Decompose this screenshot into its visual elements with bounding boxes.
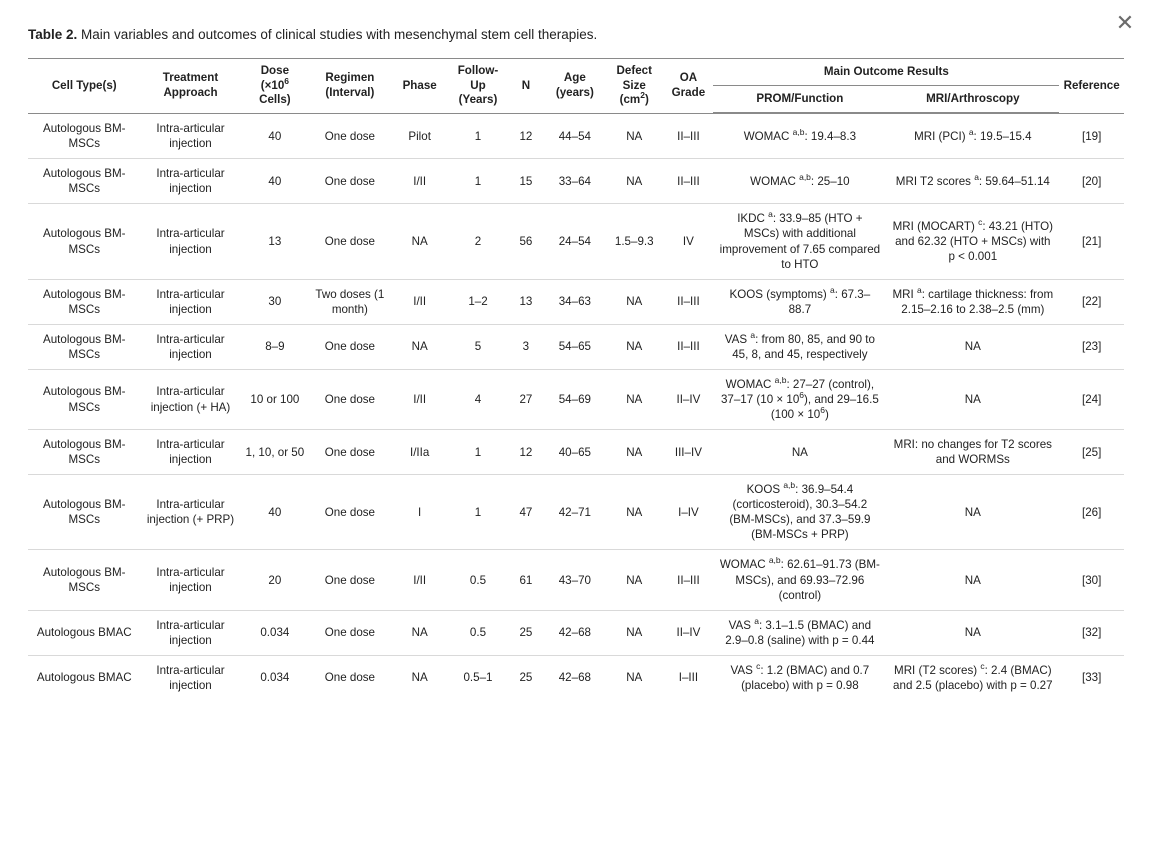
header-regimen-line2: (Interval) bbox=[325, 85, 375, 99]
cell-follow-up: 2 bbox=[449, 204, 507, 279]
cell-reference: [30] bbox=[1059, 550, 1124, 610]
cell-defect: NA bbox=[605, 610, 663, 655]
table-row bbox=[28, 324, 1124, 369]
header-dose-pre: (×10 bbox=[260, 78, 285, 92]
cell-approach: Intra-articular injection bbox=[141, 159, 241, 204]
header-row-1 bbox=[28, 59, 1124, 86]
header-oa-line1: OA bbox=[679, 71, 698, 85]
cell-reference: [19] bbox=[1059, 114, 1124, 159]
header-oa-grade bbox=[663, 59, 713, 113]
cell-n: 25 bbox=[507, 610, 545, 655]
cell-mri: NA bbox=[886, 475, 1059, 550]
table-row bbox=[28, 475, 1124, 550]
cell-mri: NA bbox=[886, 369, 1059, 429]
cell-follow-up: 1 bbox=[449, 430, 507, 475]
cell-type: Autologous BM-MSCs bbox=[28, 369, 141, 429]
header-follow-up-line2: Up bbox=[470, 78, 486, 92]
cell-phase: I/II bbox=[391, 279, 449, 324]
table-body bbox=[28, 114, 1124, 700]
cell-phase: NA bbox=[411, 671, 428, 685]
cell-oa: I–III bbox=[678, 671, 699, 685]
table-row bbox=[28, 279, 1124, 324]
header-dose-line2 bbox=[245, 75, 306, 108]
cell-age: 42–68 bbox=[558, 671, 591, 685]
cell-n: 12 bbox=[507, 114, 545, 159]
cell-n: 27 bbox=[507, 369, 545, 429]
cell-approach: Intra-articular injection bbox=[141, 430, 241, 475]
cell-dose: 10 or 100 bbox=[241, 369, 310, 429]
header-defect-line1: Defect bbox=[616, 64, 652, 78]
header-dose-post: Cells) bbox=[259, 93, 291, 107]
cell-phase: I/II bbox=[391, 550, 449, 610]
table-container bbox=[0, 44, 1152, 700]
table-row bbox=[28, 114, 1124, 159]
cell-n: 15 bbox=[507, 159, 545, 204]
cell-n: 61 bbox=[507, 550, 545, 610]
cell-defect: 1.5–9.3 bbox=[605, 204, 663, 279]
header-oa-line2: Grade bbox=[671, 85, 706, 99]
cell-approach: Intra-articular injection bbox=[141, 279, 241, 324]
cell-age: 42–71 bbox=[545, 475, 605, 550]
cell-prom: VAS $^c$: 1.2 (BMAC) and 0.7 (placebo) with p = 0.98 bbox=[730, 660, 870, 692]
header-follow-up-line1: Follow- bbox=[457, 64, 499, 78]
cell-approach: Intra-articular injection bbox=[141, 204, 241, 279]
cell-type: Autologous BMAC bbox=[28, 610, 141, 655]
cell-phase: I/IIa bbox=[391, 430, 449, 475]
cell-regimen: One dose bbox=[309, 324, 390, 369]
cell-defect: NA bbox=[605, 324, 663, 369]
cell-prom: WOMAC $^{a,b}$: 25–10 bbox=[713, 159, 886, 204]
cell-oa: I–IV bbox=[663, 475, 713, 550]
cell-approach: Intra-articular injection (+ HA) bbox=[141, 369, 241, 429]
cell-phase: NA bbox=[391, 204, 449, 279]
cell-phase: I/II bbox=[391, 369, 449, 429]
header-age-line2: (years) bbox=[555, 85, 594, 99]
cell-phase: NA bbox=[391, 324, 449, 369]
header-age-line1: Age bbox=[563, 71, 586, 85]
cell-dose: 13 bbox=[241, 204, 310, 279]
close-icon[interactable]: ✕ bbox=[1115, 10, 1135, 35]
cell-reference: [32] bbox=[1059, 610, 1124, 655]
table-row bbox=[28, 159, 1124, 204]
header-follow-up bbox=[449, 59, 507, 113]
cell-dose: 8–9 bbox=[241, 324, 310, 369]
cell-oa: IV bbox=[663, 204, 713, 279]
cell-age: 54–65 bbox=[545, 324, 605, 369]
cell-follow-up: 1 bbox=[449, 475, 507, 550]
cell-reference: [21] bbox=[1059, 204, 1124, 279]
cell-mri: MRI (PCI) $^a$: 19.5–15.4 bbox=[886, 114, 1059, 159]
cell-n: 47 bbox=[507, 475, 545, 550]
cell-reference: [23] bbox=[1059, 324, 1124, 369]
cell-reference: [33] bbox=[1081, 671, 1102, 685]
cell-prom: VAS $^a$: from 80, 85, and 90 to 45, 8, and 45, respectively bbox=[713, 324, 886, 369]
header-phase: Phase bbox=[391, 59, 449, 113]
cell-oa: II–III bbox=[663, 114, 713, 159]
header-dose bbox=[241, 59, 310, 113]
header-prom-function: PROM/Function bbox=[713, 86, 886, 113]
cell-reference: [22] bbox=[1059, 279, 1124, 324]
header-defect-size bbox=[605, 59, 663, 113]
cell-mri: NA bbox=[886, 550, 1059, 610]
table-row bbox=[28, 610, 1124, 655]
cell-dose: 20 bbox=[241, 550, 310, 610]
cell-prom: NA bbox=[713, 430, 886, 475]
header-defect-line3 bbox=[609, 90, 659, 107]
header-defect-sup: 2 bbox=[640, 90, 645, 101]
cell-type: Autologous BM-MSCs bbox=[28, 475, 141, 550]
cell-defect: NA bbox=[605, 159, 663, 204]
cell-approach: Intra-articular injection bbox=[141, 610, 241, 655]
cell-n: 12 bbox=[507, 430, 545, 475]
cell-follow-up: 5 bbox=[449, 324, 507, 369]
cell-follow-up: 1–2 bbox=[449, 279, 507, 324]
cell-defect: NA bbox=[605, 279, 663, 324]
table-caption-label: Table 2. bbox=[28, 27, 78, 42]
cell-regimen: Two doses (1 month) bbox=[309, 279, 390, 324]
cell-type: Autologous BM-MSCs bbox=[28, 114, 141, 159]
cell-dose: 0.034 bbox=[241, 610, 310, 655]
cell-follow-up: 0.5–1 bbox=[463, 671, 493, 685]
cell-regimen: One dose bbox=[309, 369, 390, 429]
cell-n: 25 bbox=[519, 671, 533, 685]
table-row bbox=[28, 550, 1124, 610]
cell-prom: WOMAC $^{a,b}$: 62.61–91.73 (BM-MSCs), and 69.93–72.96 (control) bbox=[713, 550, 886, 610]
table-row bbox=[28, 369, 1124, 429]
cell-reference: [24] bbox=[1059, 369, 1124, 429]
cell-phase: NA bbox=[391, 610, 449, 655]
cell-approach: Intra-articular injection bbox=[156, 663, 225, 692]
table-row bbox=[28, 655, 1124, 700]
cell-type: Autologous BMAC bbox=[36, 671, 132, 685]
cell-defect: NA bbox=[605, 114, 663, 159]
cell-prom: WOMAC $^{a,b}$: 19.4–8.3 bbox=[713, 114, 886, 159]
cell-age: 40–65 bbox=[545, 430, 605, 475]
cell-prom: IKDC $^a$: 33.9–85 (HTO + MSCs) with additional improvement of 7.65 compared to HTO bbox=[713, 204, 886, 279]
cell-type: Autologous BM-MSCs bbox=[28, 550, 141, 610]
cell-dose: 1, 10, or 50 bbox=[241, 430, 310, 475]
cell-dose: 40 bbox=[241, 114, 310, 159]
cell-defect: NA bbox=[605, 369, 663, 429]
cell-oa: II–III bbox=[663, 550, 713, 610]
cell-follow-up: 1 bbox=[449, 114, 507, 159]
cell-follow-up: 4 bbox=[449, 369, 507, 429]
cell-mri: NA bbox=[886, 610, 1059, 655]
cell-reference: [20] bbox=[1059, 159, 1124, 204]
cell-n: 56 bbox=[507, 204, 545, 279]
cell-reference: [26] bbox=[1059, 475, 1124, 550]
header-treatment-approach-line1: Treatment bbox=[162, 71, 219, 85]
header-treatment-approach-line2: Approach bbox=[163, 85, 218, 99]
header-mri-arthroscopy: MRI/Arthroscopy bbox=[886, 86, 1059, 113]
cell-n: 13 bbox=[507, 279, 545, 324]
header-defect-post: ) bbox=[644, 93, 649, 107]
table-header bbox=[28, 59, 1124, 114]
cell-defect: NA bbox=[605, 475, 663, 550]
header-reference: Reference bbox=[1059, 59, 1124, 113]
table-caption-text: Main variables and outcomes of clinical studies with mesenchymal stem cell therapies. bbox=[81, 27, 598, 42]
cell-oa: II–III bbox=[663, 324, 713, 369]
cell-regimen: One dose bbox=[309, 159, 390, 204]
header-n: N bbox=[507, 59, 545, 113]
header-cell-types: Cell Type(s) bbox=[28, 59, 141, 113]
header-main-outcome-results: Main Outcome Results bbox=[713, 59, 1059, 86]
cell-mri: MRI $^a$: cartilage thickness: from 2.15–2.16 to 2.38–2.5 (mm) bbox=[886, 279, 1059, 324]
cell-regimen: One dose bbox=[309, 475, 390, 550]
cell-defect: NA bbox=[626, 671, 643, 685]
header-defect-line2: Size bbox=[622, 78, 646, 92]
cell-type: Autologous BM-MSCs bbox=[28, 159, 141, 204]
cell-regimen: One dose bbox=[309, 610, 390, 655]
cell-defect: NA bbox=[605, 430, 663, 475]
cell-age: 54–69 bbox=[545, 369, 605, 429]
cell-type: Autologous BM-MSCs bbox=[28, 324, 141, 369]
cell-mri: NA bbox=[886, 324, 1059, 369]
cell-type: Autologous BM-MSCs bbox=[28, 430, 141, 475]
cell-age: 42–68 bbox=[545, 610, 605, 655]
cell-approach: Intra-articular injection (+ PRP) bbox=[141, 475, 241, 550]
cell-approach: Intra-articular injection bbox=[141, 114, 241, 159]
cell-regimen: One dose bbox=[309, 430, 390, 475]
cell-age: 44–54 bbox=[545, 114, 605, 159]
cell-dose: 40 bbox=[241, 475, 310, 550]
cell-mri: MRI T2 scores $^a$: 59.64–51.14 bbox=[886, 159, 1059, 204]
cell-dose: 30 bbox=[241, 279, 310, 324]
cell-regimen: One dose bbox=[309, 550, 390, 610]
header-dose-line1: Dose bbox=[260, 64, 290, 78]
cell-n: 3 bbox=[507, 324, 545, 369]
cell-approach: Intra-articular injection bbox=[141, 550, 241, 610]
cell-regimen: One dose bbox=[309, 114, 390, 159]
cell-mri: MRI: no changes for T2 scores and WORMSs bbox=[886, 430, 1059, 475]
cell-type: Autologous BM-MSCs bbox=[28, 279, 141, 324]
table-caption bbox=[0, 0, 1152, 44]
cell-mri: MRI (T2 scores) $^c$: 2.4 (BMAC) and 2.5 (placebo) with p = 0.27 bbox=[893, 660, 1053, 692]
cell-follow-up: 0.5 bbox=[449, 610, 507, 655]
cell-oa: III–IV bbox=[663, 430, 713, 475]
cell-prom: VAS $^a$: 3.1–1.5 (BMAC) and 2.9–0.8 (saline) with p = 0.44 bbox=[713, 610, 886, 655]
header-treatment-approach bbox=[141, 59, 241, 113]
clinical-studies-table bbox=[28, 58, 1124, 700]
cell-age: 43–70 bbox=[545, 550, 605, 610]
header-regimen bbox=[309, 59, 390, 113]
header-dose-sup: 6 bbox=[284, 75, 289, 86]
cell-phase: I/II bbox=[391, 159, 449, 204]
header-regimen-line1: Regimen bbox=[325, 71, 375, 85]
cell-reference: [25] bbox=[1059, 430, 1124, 475]
cell-oa: II–IV bbox=[663, 610, 713, 655]
cell-phase: I bbox=[391, 475, 449, 550]
header-age bbox=[545, 59, 605, 113]
cell-oa: II–III bbox=[663, 159, 713, 204]
cell-oa: II–IV bbox=[663, 369, 713, 429]
cell-regimen: One dose bbox=[324, 671, 376, 685]
cell-phase: Pilot bbox=[391, 114, 449, 159]
cell-follow-up: 0.5 bbox=[449, 550, 507, 610]
cell-prom: WOMAC $^{a,b}$: 27–27 (control), 37–17 $(10 \times 10^6)$, and 29–16.5 $(100 \times 10^6)$ bbox=[713, 369, 886, 429]
cell-prom: KOOS (symptoms) $^a$: 67.3–88.7 bbox=[713, 279, 886, 324]
cell-dose: 40 bbox=[241, 159, 310, 204]
cell-age: 24–54 bbox=[545, 204, 605, 279]
cell-defect: NA bbox=[605, 550, 663, 610]
cell-dose: 0.034 bbox=[260, 671, 290, 685]
cell-regimen: One dose bbox=[309, 204, 390, 279]
cell-type: Autologous BM-MSCs bbox=[28, 204, 141, 279]
cell-follow-up: 1 bbox=[449, 159, 507, 204]
cell-mri: MRI (MOCART) $^c$: 43.21 (HTO) and 62.32 (HTO + MSCs) with p < 0.001 bbox=[886, 204, 1059, 279]
cell-oa: II–III bbox=[663, 279, 713, 324]
header-defect-pre: (cm bbox=[619, 93, 641, 107]
header-follow-up-line3: (Years) bbox=[458, 93, 498, 107]
table-row bbox=[28, 204, 1124, 279]
cell-age: 33–64 bbox=[545, 159, 605, 204]
cell-age: 34–63 bbox=[545, 279, 605, 324]
table-row bbox=[28, 430, 1124, 475]
cell-prom: KOOS $^{a,b}$: 36.9–54.4 (corticosteroid), 30.3–54.2 (BM-MSCs), and 37.3–59.9 (BM-MSCs + PRP) bbox=[713, 475, 886, 550]
cell-approach: Intra-articular injection bbox=[141, 324, 241, 369]
